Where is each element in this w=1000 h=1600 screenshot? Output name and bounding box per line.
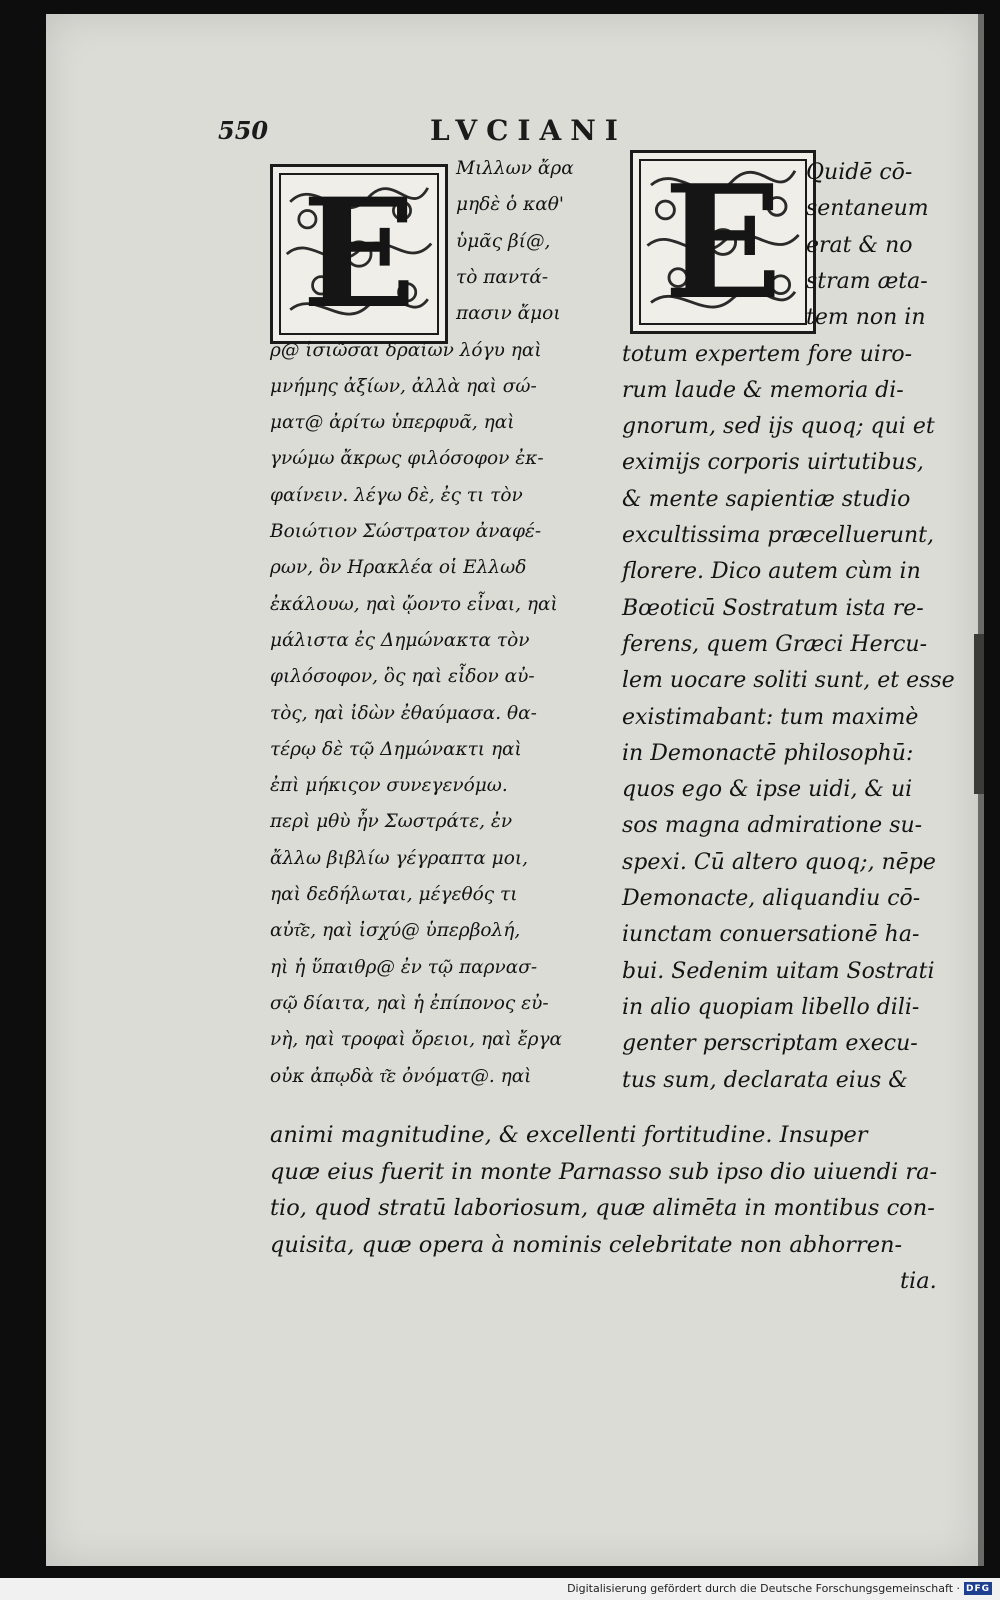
latin-text-line: in alio quopiam libello dili- <box>622 994 920 1020</box>
greek-text-line: ἄλλω βιβλίω γέγραπτα μοι, <box>270 847 528 869</box>
initial-letter-e: E <box>301 166 417 342</box>
greek-text-line: πασιν ἄμοι <box>456 303 561 325</box>
latin-text-line: existimabant: tum maximè <box>622 704 919 730</box>
greek-text-line: ρων, ὃν Ηρακλέα οἱ Ελλωδ <box>270 557 527 579</box>
latin-text-line: genter perscriptam execu- <box>622 1031 918 1057</box>
running-head: LVCIANI <box>430 114 627 147</box>
latin-text-line: iunctam conuersationē ha- <box>622 922 920 948</box>
greek-text-line: νὴ, ηαὶ τροφαὶ ὄρειοι, ηαὶ ἔργα <box>270 1029 563 1051</box>
latin-text-line: sentaneum <box>806 196 929 222</box>
dfg-logo-icon: DFG <box>965 1583 990 1594</box>
latin-text-line: stram æta- <box>806 268 928 294</box>
latin-text-line: eximijs corporis uirtutibus, <box>622 450 924 476</box>
greek-text-line: οὐκ ἀπῳδὰ τ͂ε ὀνόματ@. ηαὶ <box>270 1065 532 1087</box>
funding-credit: Digitalisierung gefördert durch die Deutsche Forschungsgemeinschaft · <box>567 1582 960 1595</box>
bottom-text-line: tio, quod stratū laboriosum, quæ alimēta in montibus con- <box>270 1195 935 1221</box>
latin-text-line: totum expertem fore uiro- <box>622 341 913 367</box>
page-header <box>218 114 738 148</box>
latin-text-line: in Demonactē philosophū: <box>622 740 914 766</box>
greek-text-line: ηὶ ἡ ὕπαιθρ@ ἐν τῷ παρνασ- <box>270 956 538 978</box>
greek-text-line: σῷ δίαιτα, ηαὶ ἡ ἐπίπονος εὐ- <box>270 992 549 1014</box>
latin-text-line: gnorum, sed ijs quoq; qui et <box>622 414 935 440</box>
initial-letter-e: E <box>663 150 783 334</box>
greek-text-line: μνήμης ἀξίων, ἀλλὰ ηαὶ σώ- <box>270 375 537 397</box>
greek-text-line: ηαὶ δεδήλωται, μέγεθός τι <box>270 884 518 905</box>
decorated-initial-greek <box>270 164 448 344</box>
greek-text-line: Βοιώτιον Σώστρατον ἀναφέ- <box>270 521 542 542</box>
latin-text-line: spexi. Cū altero quoq;, nēpe <box>622 849 936 875</box>
bottom-text-line: tia. <box>900 1268 937 1294</box>
page-fold-shadow <box>974 634 984 794</box>
greek-text-line: ρ@ ἰσιῶσαι δραίων λόγυ ηαὶ <box>270 339 542 361</box>
latin-text-line: tem non in <box>806 305 926 331</box>
greek-text-line: ἐπὶ μήκιςον συνεγενόμω. <box>270 775 508 797</box>
latin-text-line: Bœoticū Sostratum ista re- <box>622 595 924 621</box>
latin-text-line: excultissima præcelluerunt, <box>622 523 934 548</box>
greek-text-line: αὐτ͂ε, ηαὶ ἰσχύ@ ὑπερβολή, <box>270 920 521 942</box>
latin-text-line: quos ego & ipse uidi, & ui <box>622 777 913 803</box>
bottom-text-line: quisita, quæ opera à nominis celebritate non abhorren- <box>270 1231 903 1258</box>
greek-text-line: φιλόσοφον, ὃς ηαὶ εἶδον αὐ- <box>270 666 535 688</box>
latin-text-line: & mente sapientiæ studio <box>622 486 911 512</box>
latin-text-line: bui. Sedenim uitam Sostrati <box>622 958 935 984</box>
greek-text-line: μηδὲ ὁ καθ' <box>456 194 564 216</box>
decorated-initial-latin <box>630 150 816 334</box>
greek-text-line: ματ@ ἀρίτω ὑπερφυᾶ, ηαὶ <box>270 412 515 434</box>
greek-text-line: τέρῳ δὲ τῷ Δημώνακτι ηαὶ <box>270 738 522 760</box>
folio-number: 550 <box>218 116 269 145</box>
greek-text-line: τὸ παντά- <box>456 266 549 288</box>
digitization-footer <box>0 1578 1000 1600</box>
latin-text-line: Demonacte, aliquandiu cō- <box>622 886 921 911</box>
latin-text-line: tus sum, declarata eius & <box>622 1067 908 1093</box>
bottom-text-line: quæ eius fuerit in monte Parnasso sub ipso dio uiuendi ra- <box>270 1158 938 1185</box>
greek-text-line: Μιλλων ἄρα <box>456 158 574 179</box>
greek-text-line: γνώμω ἄκρως φιλόσοφον ἐκ- <box>270 448 544 470</box>
latin-text-line: rum laude & memoria di- <box>622 377 904 403</box>
bottom-text-line: animi magnitudine, & excellenti fortitudine. Insuper <box>270 1122 868 1148</box>
greek-text-line: φαίνειν. λέγω δὲ, ἐς τι τὸν <box>270 484 523 506</box>
latin-text-line: lem uocare soliti sunt, et esse <box>622 668 955 694</box>
latin-text-line: ferens, quem Græci Hercu- <box>622 631 928 657</box>
greek-text-line: ἐκάλουω, ηαὶ ᾤοντο εἶναι, ηαὶ <box>270 593 558 615</box>
greek-text-line: περὶ μθὺ ἦν Σωστράτε, ἐν <box>270 811 513 833</box>
greek-text-line: ὑμᾶς βί@, <box>456 230 551 252</box>
latin-text-line: florere. Dico autem cùm in <box>622 559 921 585</box>
latin-text-line: Quidē cō- <box>806 160 913 185</box>
greek-text-line: τὸς, ηαὶ ἰδὼν ἐθαύμασα. θα- <box>270 702 537 724</box>
latin-text-line: sos magna admiratione su- <box>622 813 923 839</box>
greek-text-line: μάλιστα ἐς Δημώνακτα τὸν <box>270 629 530 651</box>
latin-text-line: erat & no <box>806 232 913 258</box>
